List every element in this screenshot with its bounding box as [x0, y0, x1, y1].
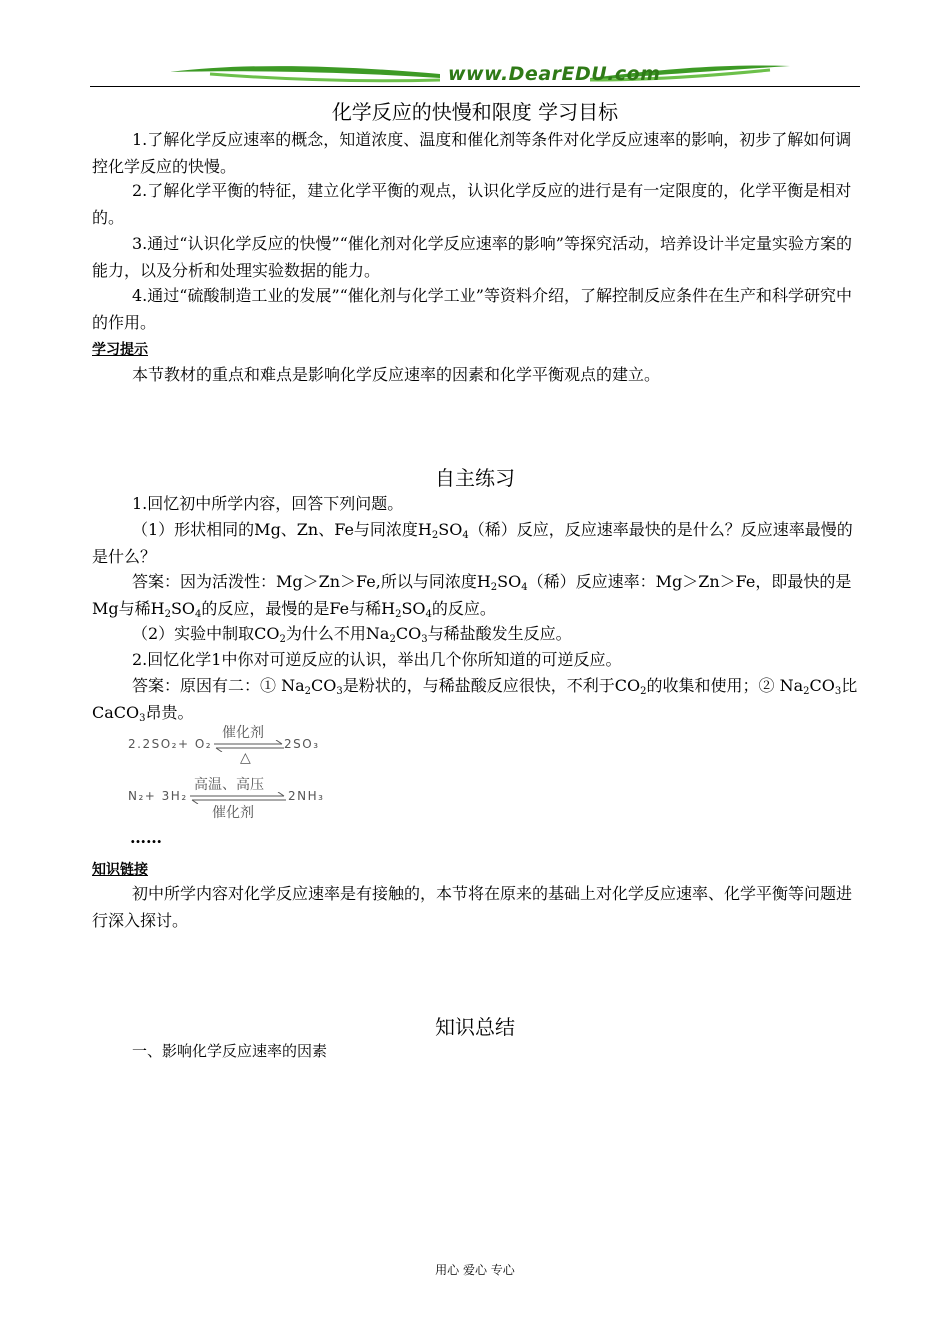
heading-knowledge-link: 知识链接 [92, 862, 148, 878]
equation-so2: 2.2SO₂+ O₂ 催化剂 △ 2SO₃ [128, 725, 320, 766]
site-logo-text: www.DearEDU.com [448, 63, 661, 85]
objective-4: 4.通过“硫酸制造工业的发展”“催化剂与化学工业”等资料介绍，了解控制反应条件在生产和科学研究中的作用。 [92, 286, 852, 332]
knowledge-link-text: 初中所学内容对化学反应速率是有接触的，本节将在原来的基础上对化学反应速率、化学平衡等问题进行深入探讨。 [92, 884, 853, 930]
equation-nh3: N₂+ 3H₂ 高温、高压 催化剂 2NH₃ [128, 777, 325, 821]
question-1: 1.回忆初中所学内容，回答下列问题。 [132, 494, 404, 513]
question-1-2: （2）实验中制取$CO_2$为什么不用$Na_2CO_3$与稀盐酸发生反应。 [132, 624, 572, 645]
heading-study-hint: 学习提示 [92, 342, 148, 358]
header-rule [90, 86, 860, 87]
question-2: 2.回忆化学1中你对可逆反应的认识，举出几个你所知道的可逆反应。 [132, 650, 622, 669]
page-footer: 用心 爱心 专心 [435, 1263, 515, 1277]
objective-3: 3.通过“认识化学反应的快慢”“催化剂对化学反应速率的影响”等探究活动，培养设计半定量实验方案的能力，以及分析和处理实验数据的能力。 [92, 234, 852, 280]
study-hint-text: 本节教材的重点和难点是影响化学反应速率的因素和化学平衡观点的建立。 [132, 365, 661, 384]
summary-item-1: 一、影响化学反应速率的因素 [132, 1042, 328, 1060]
objective-2: 2.了解化学平衡的特征，建立化学平衡的观点，认识化学反应的进行是有一定限度的，化学平衡是相对的。 [92, 181, 852, 227]
section-title-summary: 知识总结 [435, 1015, 515, 1039]
answer-1: 答案：因为活泼性：Mg＞Zn＞Fe,所以与同浓度$H_2SO_4$（稀）反应速率：Mg＞Zn＞Fe，即最快的是Mg与稀$H_2SO_4$的反应，最慢的是Fe与稀$H_2SO_4$的反应。 [92, 572, 852, 620]
ellipsis: …… [130, 828, 162, 847]
question-1-1: （1）形状相同的Mg、Zn、Fe与同浓度$H_2SO_4$（稀）反应，反应速率最快的是什么？反应速率最慢的是什么？ [92, 520, 853, 566]
answer-2: 答案：原因有二：① $Na_2CO_3$是粉状的，与稀盐酸反应很快，不利于$CO_2$的收集和使用；② $Na_2CO_3$比CaCO$_3$昂贵。 [92, 676, 858, 724]
objective-1: 1.了解化学反应速率的概念，知道浓度、温度和催化剂等条件对化学反应速率的影响，初步了解如何调控化学反应的快慢。 [92, 130, 852, 176]
section-title-objectives: 化学反应的快慢和限度 学习目标 [331, 100, 619, 124]
section-title-practice: 自主练习 [435, 466, 515, 490]
page-header [90, 58, 860, 90]
